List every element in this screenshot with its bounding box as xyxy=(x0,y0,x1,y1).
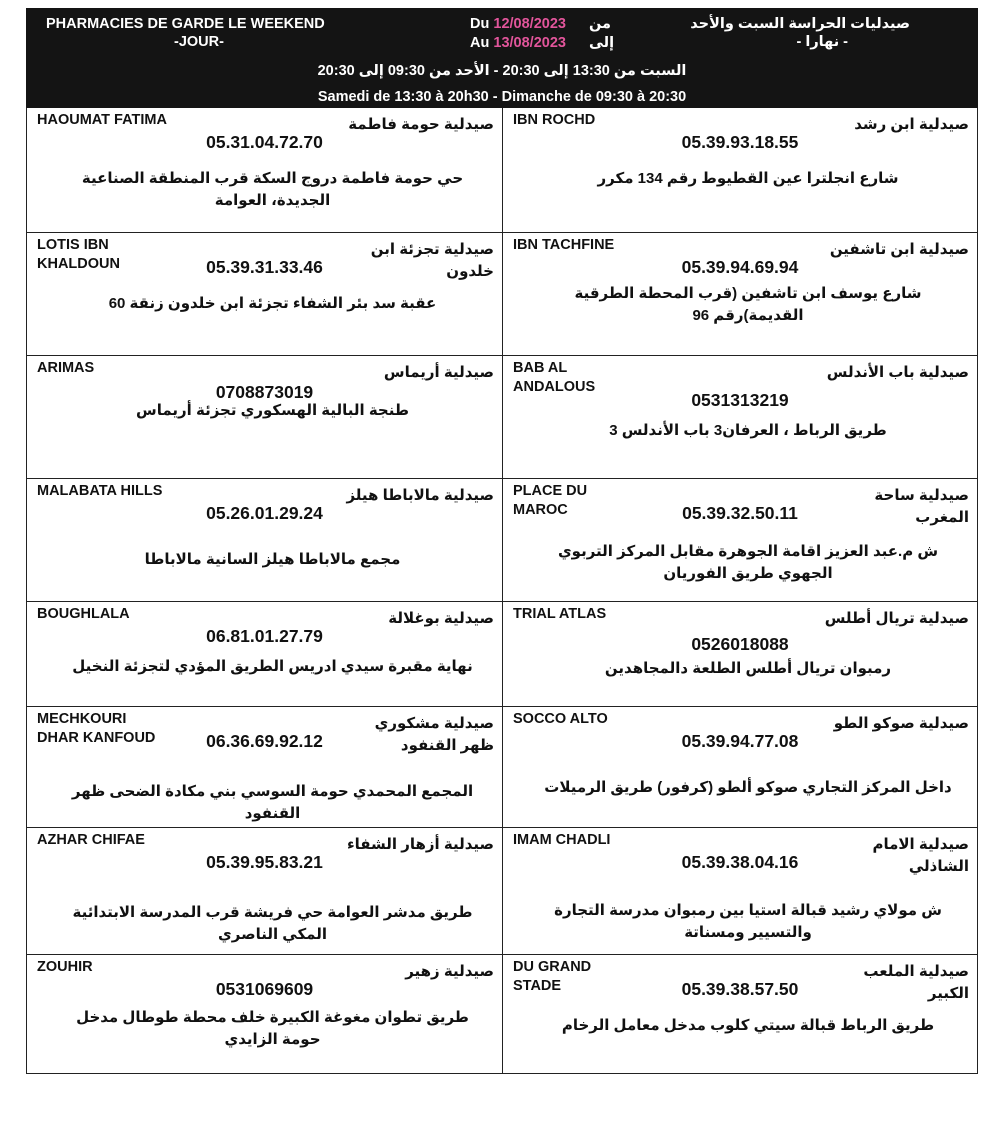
pharmacy-address: طريق تطوان مغوغة الكبيرة خلف محطة طوطال مدخل حومة الزايدي xyxy=(76,1009,469,1048)
pharmacy-address: شارع يوسف ابن تاشفين (قرب المحطة الطرقية القديمة)رقم 96 xyxy=(574,285,922,324)
pharmacy-name-ar: صيدلية بوغلالة xyxy=(388,610,494,627)
pharmacy-card xyxy=(27,233,502,355)
pharmacy-phone: 05.31.04.72.70 xyxy=(206,132,323,152)
pharmacy-name-ar: صيدلية زهير xyxy=(405,963,494,980)
arabic-subtitle: - نهارا - xyxy=(796,34,848,50)
pharmacy-phone: 05.39.94.69.94 xyxy=(681,257,799,277)
pharmacy-name-fr: AZHAR CHIFAE xyxy=(37,832,145,848)
pharmacy-name-fr: DU GRAND STADE xyxy=(513,959,592,994)
pharmacy-name-ar: صيدلية مشكوري ظهر القنفود xyxy=(374,715,494,754)
pharmacy-row xyxy=(27,954,977,1073)
pharmacy-card xyxy=(502,707,977,827)
pharmacy-card xyxy=(502,479,977,601)
pharmacy-phone: 06.81.01.27.79 xyxy=(206,626,323,646)
date-from xyxy=(470,16,566,33)
french-title: PHARMACIES DE GARDE LE WEEKEND xyxy=(46,16,325,32)
pharmacy-name-fr: IBN ROCHD xyxy=(513,112,596,128)
pharmacy-name-fr: BAB AL ANDALOUS xyxy=(513,360,596,395)
pharmacy-name-fr: MALABATA HILLS xyxy=(37,483,163,499)
pharmacy-name-fr: HAOUMAT FATIMA xyxy=(37,112,167,128)
pharmacy-address: طنجة البالية الهسكوري تجزئة أريماس xyxy=(136,402,409,419)
pharmacy-name-fr: SOCCO ALTO xyxy=(513,711,608,727)
pharmacy-row xyxy=(27,706,977,827)
pharmacy-card xyxy=(502,828,977,954)
french-hours: Samedi de 13:30 à 20h30 - Dimanche de 09:30 à 20:30 xyxy=(317,89,687,105)
pharmacy-phone: 0531069609 xyxy=(215,979,314,999)
date-to-arabic-label: إلى xyxy=(589,35,615,51)
pharmacy-phone: 05.39.95.83.21 xyxy=(206,852,323,872)
pharmacy-card xyxy=(27,707,502,827)
pharmacy-row xyxy=(27,827,977,954)
pharmacy-address: ش مولاي رشيد قبالة استيا بين رمبوان مدرسة التجارة والتسيير ومسناتة xyxy=(554,902,942,941)
pharmacy-row xyxy=(27,108,977,232)
pharmacy-card xyxy=(27,108,502,232)
pharmacy-name-fr: TRIAL ATLAS xyxy=(513,606,607,622)
pharmacy-address: طريق الرباط ، العرفان3 باب الأندلس 3 xyxy=(609,422,887,439)
pharmacy-name-fr: LOTIS IBN KHALDOUN xyxy=(37,237,120,272)
date-to xyxy=(470,35,566,52)
pharmacy-card xyxy=(27,602,502,706)
pharmacy-address: رمبوان تريال أطلس الطلعة دالمجاهدين xyxy=(604,660,892,677)
pharmacy-name-ar: صيدلية الملعب الكبير xyxy=(863,963,969,1002)
pharmacy-name-ar: صيدلية حومة فاطمة xyxy=(348,116,494,133)
pharmacy-phone: 05.39.38.04.16 xyxy=(681,852,799,872)
pharmacy-card xyxy=(27,356,502,478)
date-to-label: Au xyxy=(470,35,490,51)
pharmacy-name-fr: PLACE DU MAROC xyxy=(513,483,588,518)
pharmacy-row xyxy=(27,232,977,355)
pharmacy-phone: 0708873019 xyxy=(215,382,314,402)
pharmacy-name-ar: صيدلية أريماس xyxy=(383,364,494,381)
pharmacy-card xyxy=(502,108,977,232)
pharmacy-name-ar: صيدلية تجزئة ابن خلدون xyxy=(370,241,494,280)
pharmacy-phone: 06.36.69.92.12 xyxy=(206,731,323,751)
pharmacy-card xyxy=(502,602,977,706)
pharmacy-row xyxy=(27,601,977,706)
pharmacy-name-ar: صيدلية مالاباطا هيلز xyxy=(346,487,494,504)
pharmacy-phone: 0526018088 xyxy=(691,634,789,654)
pharmacy-card xyxy=(502,356,977,478)
date-from-label: Du xyxy=(470,16,490,32)
schedule-header xyxy=(26,8,978,108)
pharmacy-phone: 05.26.01.29.24 xyxy=(206,503,323,523)
pharmacy-phone: 05.39.94.77.08 xyxy=(681,731,799,751)
pharmacy-name-ar: صيدلية تريال أطلس xyxy=(824,610,969,627)
pharmacy-name-ar: صيدلية أزهار الشفاء xyxy=(346,836,494,853)
pharmacy-phone: 05.39.32.50.11 xyxy=(682,503,798,523)
pharmacy-phone: 05.39.93.18.55 xyxy=(681,132,799,152)
pharmacy-address: شارع انجلترا عين القطيوط رقم 134 مكرر xyxy=(597,170,899,187)
pharmacy-card xyxy=(27,828,502,954)
pharmacy-phone: 0531313219 xyxy=(691,390,789,410)
pharmacy-name-fr: ZOUHIR xyxy=(37,959,93,975)
pharmacy-card xyxy=(502,955,977,1073)
pharmacy-name-fr: IBN TACHFINE xyxy=(513,237,615,253)
date-to-value: 13/08/2023 xyxy=(493,35,566,51)
arabic-hours: السبت من 13:30 إلى 20:30 - الأحد من 09:30 إلى 20:30 xyxy=(317,63,687,79)
pharmacy-address: ش م.عبد العزيز اقامة الجوهرة مقابل المركز التربوي الجهوي طريق الفوريان xyxy=(557,543,939,582)
pharmacy-address: داخل المركز التجاري صوكو ألطو (كرفور) طريق الرميلات xyxy=(544,779,952,796)
pharmacy-address: حي حومة فاطمة دروج السكة قرب المنطقة الصناعية الجديدة، العوامة xyxy=(81,170,464,209)
date-from-value: 12/08/2023 xyxy=(493,16,566,32)
pharmacy-name-fr: MECHKOURI DHAR KANFOUD xyxy=(37,711,156,746)
pharmacy-name-fr: ARIMAS xyxy=(37,360,95,376)
pharmacy-card xyxy=(502,233,977,355)
pharmacy-card xyxy=(27,955,502,1073)
pharmacy-row xyxy=(27,355,977,478)
pharmacy-name-ar: صيدلية الامام الشاذلي xyxy=(872,836,969,875)
pharmacy-address: طريق الرباط قبالة سيتي كلوب مدخل معامل الرخام xyxy=(561,1017,935,1034)
pharmacy-name-ar: صيدلية باب الأندلس xyxy=(826,364,969,381)
pharmacy-address: نهاية مقبرة سيدي ادريس الطريق المؤدي لتجزئة النخيل xyxy=(72,658,473,675)
pharmacy-grid xyxy=(26,108,978,1074)
pharmacy-address: المجمع المحمدي حومة السوسي بني مكادة الضحى ظهر القنفود xyxy=(71,783,474,822)
pharmacy-phone: 05.39.31.33.46 xyxy=(206,257,323,277)
pharmacy-card xyxy=(27,479,502,601)
arabic-title: صيدليات الحراسة السبت والأحد xyxy=(690,16,910,32)
pharmacy-name-ar: صيدلية ابن تاشفين xyxy=(829,241,969,258)
french-subtitle: -JOUR- xyxy=(174,34,224,50)
pharmacy-phone: 05.39.38.57.50 xyxy=(681,979,799,999)
pharmacy-name-fr: BOUGHLALA xyxy=(37,606,130,622)
pharmacy-name-fr: IMAM CHADLI xyxy=(513,832,611,848)
pharmacy-name-ar: صيدلية صوكو الطو xyxy=(833,715,969,732)
pharmacy-schedule-sheet xyxy=(26,8,978,1074)
pharmacy-name-ar: صيدلية ابن رشد xyxy=(854,116,969,133)
date-from-arabic-label: من xyxy=(589,16,612,32)
pharmacy-address: عقبة سد بئر الشفاء تجزئة ابن خلدون زنقة 60 xyxy=(108,295,437,312)
pharmacy-row xyxy=(27,478,977,601)
pharmacy-address: طريق مدشر العوامة حي فريشة قرب المدرسة الابتدائية المكي الناصري xyxy=(72,904,473,943)
pharmacy-address: مجمع مالاباطا هيلز السانية مالاباطا xyxy=(144,551,401,568)
pharmacy-name-ar: صيدلية ساحة المغرب xyxy=(874,487,969,526)
